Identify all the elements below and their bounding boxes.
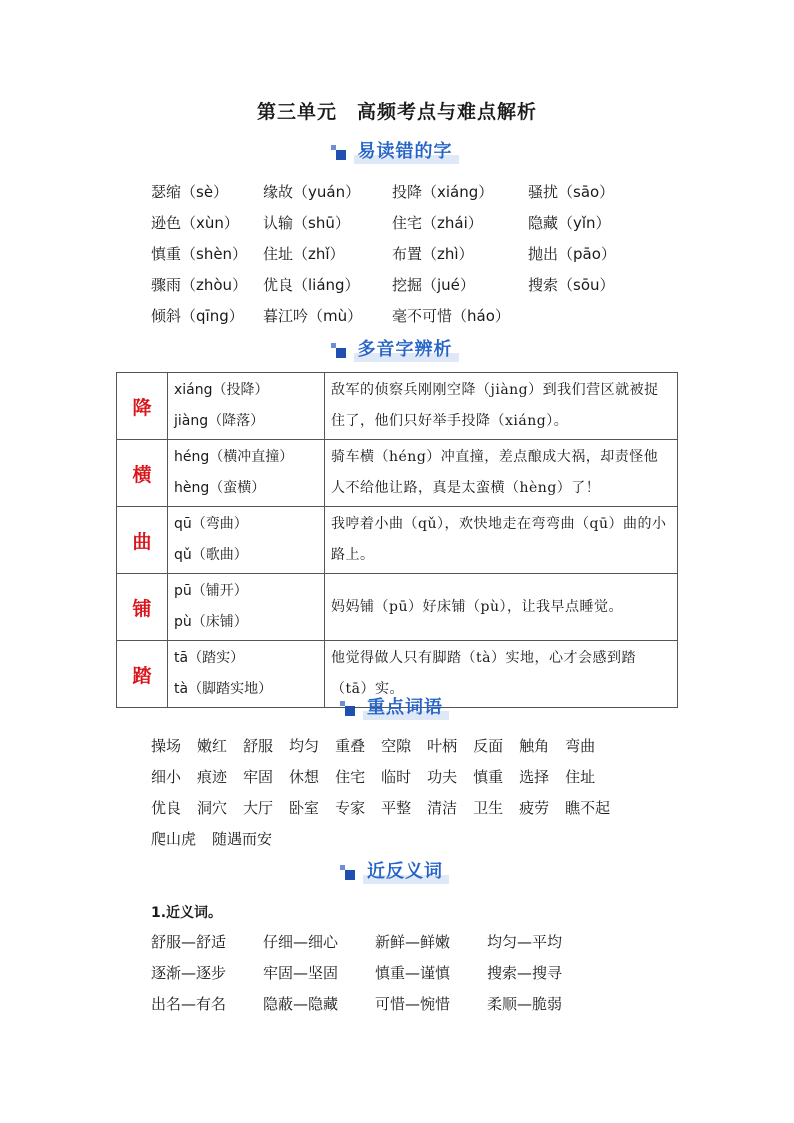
- example-sentence: 他觉得做人只有脚踏（tà）实地，心才会感到踏（tā）实。: [325, 641, 678, 708]
- list-item: 操场: [151, 737, 182, 755]
- list-item: 爬山虎: [151, 830, 197, 848]
- list-item: 平整: [381, 799, 412, 817]
- section-heading-key-words: 重点词语: [0, 693, 794, 721]
- list-item: 叶柄: [427, 737, 458, 755]
- polyphonic-char: 横: [117, 440, 168, 507]
- key-words-list: [151, 735, 626, 859]
- list-item: 痕迹: [197, 768, 228, 786]
- list-item: 住址: [565, 768, 596, 786]
- list-item: 细小: [151, 768, 182, 786]
- list-item: 均匀: [289, 737, 320, 755]
- list-item: 卧室: [289, 799, 320, 817]
- section-heading-easy-misread: 易读错的字: [0, 137, 794, 165]
- list-item: 疲劳: [519, 799, 550, 817]
- list-item: 洞穴: [197, 799, 228, 817]
- list-item: 瑟缩（sè）: [151, 183, 229, 201]
- list-item: 功夫: [427, 768, 458, 786]
- list-item: 优良（liáng）: [263, 276, 360, 294]
- list-item: 随遇而安: [212, 830, 273, 848]
- reading: tā（踏实）: [174, 650, 245, 666]
- list-item: 触角: [519, 737, 550, 755]
- list-row: [151, 828, 626, 859]
- table-row: [117, 574, 678, 641]
- table-row: [117, 440, 678, 507]
- list-item: 住宅（zhái）: [392, 214, 483, 232]
- list-item: 认输（shū）: [263, 214, 350, 232]
- list-item: 住宅: [335, 768, 366, 786]
- list-item: 空隙: [381, 737, 412, 755]
- reading: tà（脚踏实地）: [174, 681, 273, 697]
- list-row: [151, 766, 626, 797]
- list-item: 新鲜—鲜嫩: [375, 933, 451, 951]
- page-title: 第三单元 高频考点与难点解析: [256, 101, 537, 123]
- synonym-subheading: 1.近义词。: [151, 905, 223, 921]
- reading: qū（弯曲）: [174, 516, 248, 532]
- readings-cell: [168, 574, 325, 641]
- list-item: 出名—有名: [151, 995, 227, 1013]
- list-item: 布置（zhì）: [392, 245, 474, 263]
- example-sentence: 骑车横（héng）冲直撞，差点酿成大祸，却责怪他人不给他让路，真是太蛮横（hèng）了！: [325, 440, 678, 507]
- list-item: 大厅: [243, 799, 274, 817]
- list-item: 均匀—平均: [487, 933, 563, 951]
- list-item: 搜索（sōu）: [528, 276, 615, 294]
- section-marker-icon: [336, 150, 346, 160]
- readings-cell: [168, 507, 325, 574]
- list-item: 住址（zhǐ）: [263, 245, 345, 263]
- list-item: 休想: [289, 768, 320, 786]
- list-item: 投降（xiáng）: [392, 183, 494, 201]
- polyphonic-char: 踏: [117, 641, 168, 708]
- list-item: 暮江吟（mù）: [263, 307, 363, 325]
- list-item: 优良: [151, 799, 182, 817]
- polyphonic-char: 曲: [117, 507, 168, 574]
- list-item: 搜索—搜寻: [487, 964, 563, 982]
- example-sentence: 我哼着小曲（qǔ），欢快地走在弯弯曲（qū）曲的小路上。: [325, 507, 678, 574]
- list-item: 逊色（xùn）: [151, 214, 239, 232]
- reading: hèng（蛮横）: [174, 480, 266, 496]
- section-marker-icon: [345, 706, 355, 716]
- list-item: 隐蔽—隐藏: [263, 995, 339, 1013]
- list-item: 仔细—细心: [263, 933, 339, 951]
- list-item: 舒服—舒适: [151, 933, 227, 951]
- section-heading-polyphonic: 多音字辨析: [0, 335, 794, 363]
- list-item: 骤雨（zhòu）: [151, 276, 248, 294]
- section-heading-syn-ant: 近反义词: [0, 857, 794, 885]
- table-row: [117, 507, 678, 574]
- list-item: 嫩红: [197, 737, 228, 755]
- list-item: 专家: [335, 799, 366, 817]
- polyphonic-char: 降: [117, 373, 168, 440]
- list-item: 骚扰（sāo）: [528, 183, 615, 201]
- readings-cell: [168, 373, 325, 440]
- readings-cell: [168, 440, 325, 507]
- list-item: 弯曲: [565, 737, 596, 755]
- list-item: 慎重: [473, 768, 504, 786]
- list-item: 临时: [381, 768, 412, 786]
- list-row: [151, 797, 626, 828]
- list-item: 慎重（shèn）: [151, 245, 248, 263]
- list-item: 选择: [519, 768, 550, 786]
- list-item: 隐藏（yǐn）: [528, 214, 611, 232]
- reading: pù（床铺）: [174, 614, 248, 630]
- list-item: 反面: [473, 737, 504, 755]
- list-item: 倾斜（qīng）: [151, 307, 244, 325]
- list-item: 抛出（pāo）: [528, 245, 616, 263]
- example-sentence: 妈妈铺（pū）好床铺（pù），让我早点睡觉。: [325, 574, 678, 641]
- reading: xiáng（投降）: [174, 382, 269, 398]
- list-item: 瞧不起: [565, 799, 611, 817]
- section-marker-icon: [336, 348, 346, 358]
- list-item: 逐渐—逐步: [151, 964, 227, 982]
- list-item: 挖掘（jué）: [392, 276, 475, 294]
- list-item: 牢固—坚固: [263, 964, 339, 982]
- list-item: 毫不可惜（háo）: [392, 307, 510, 325]
- polyphonic-char: 铺: [117, 574, 168, 641]
- list-row: [151, 735, 626, 766]
- reading: héng（横冲直撞）: [174, 449, 294, 465]
- list-item: 卫生: [473, 799, 504, 817]
- table-row: [117, 373, 678, 440]
- reading: qǔ（歌曲）: [174, 547, 248, 563]
- polyphonic-table: [116, 372, 678, 708]
- list-item: 慎重—谨慎: [375, 964, 451, 982]
- list-item: 舒服: [243, 737, 274, 755]
- reading: jiàng（降落）: [174, 413, 265, 429]
- list-item: 可惜—惋惜: [375, 995, 451, 1013]
- list-item: 缘故（yuán）: [263, 183, 361, 201]
- list-item: 重叠: [335, 737, 366, 755]
- reading: pū（铺开）: [174, 583, 248, 599]
- example-sentence: 敌军的侦察兵刚刚空降（jiàng）到我们营区就被捉住了，他们只好举手投降（xiáng）。: [325, 373, 678, 440]
- section-marker-icon: [345, 870, 355, 880]
- list-item: 柔顺—脆弱: [487, 995, 563, 1013]
- list-item: 清洁: [427, 799, 458, 817]
- list-item: 牢固: [243, 768, 274, 786]
